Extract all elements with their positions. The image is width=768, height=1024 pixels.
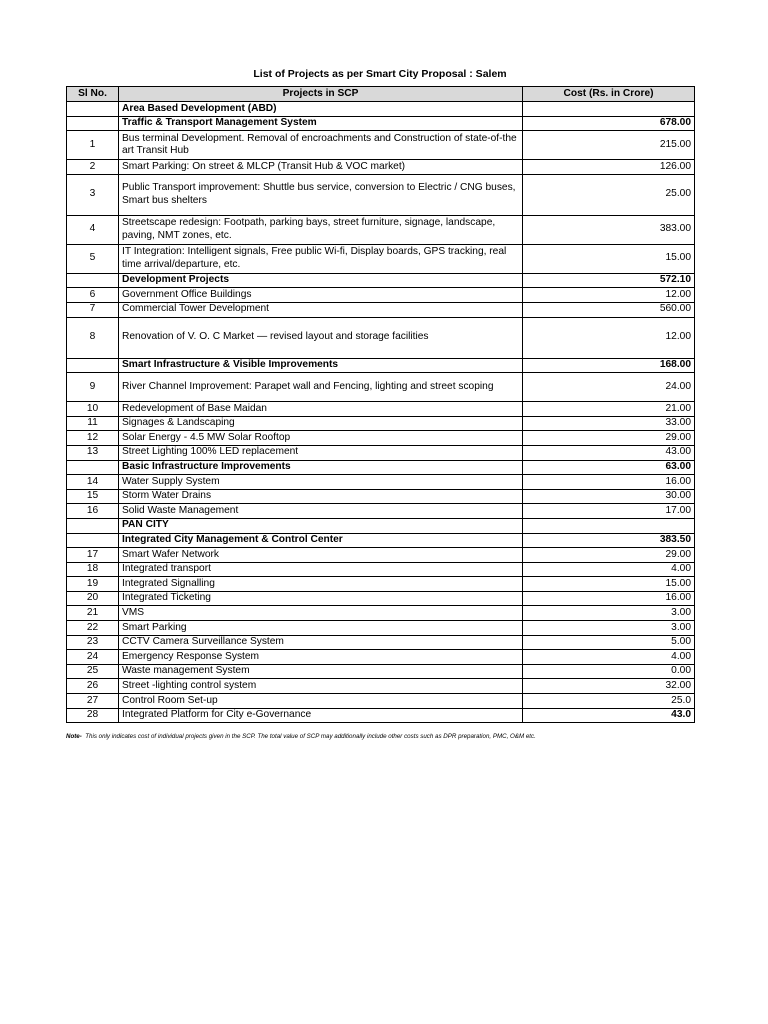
project-cell: Public Transport improvement: Shuttle bus service, conversion to Electric / CNG buses, Smart bus shelters bbox=[119, 174, 523, 215]
table-row bbox=[67, 562, 695, 577]
cost-cell: 63.00 bbox=[523, 460, 695, 475]
cost-cell: 572.10 bbox=[523, 273, 695, 288]
cost-cell: 0.00 bbox=[523, 664, 695, 679]
table-row bbox=[67, 591, 695, 606]
table-row bbox=[67, 160, 695, 175]
cost-cell: 17.00 bbox=[523, 504, 695, 519]
cost-cell: 29.00 bbox=[523, 431, 695, 446]
project-cell: Integrated Platform for City e-Governance bbox=[119, 708, 523, 723]
cost-cell: 16.00 bbox=[523, 591, 695, 606]
project-cell: Integrated Signalling bbox=[119, 577, 523, 592]
cost-cell: 3.00 bbox=[523, 621, 695, 636]
table-row bbox=[67, 288, 695, 303]
section-header-row bbox=[67, 460, 695, 475]
table-row bbox=[67, 317, 695, 358]
project-cell: Renovation of V. O. C Market — revised layout and storage facilities bbox=[119, 317, 523, 358]
cost-cell: 15.00 bbox=[523, 577, 695, 592]
sl-cell: 15 bbox=[67, 489, 119, 504]
sl-cell bbox=[67, 533, 119, 548]
document-title: List of Projects as per Smart City Proposal : Salem bbox=[253, 68, 507, 80]
sl-cell: 7 bbox=[67, 302, 119, 317]
cost-cell: 25.0 bbox=[523, 694, 695, 709]
sl-cell: 19 bbox=[67, 577, 119, 592]
cost-cell: 383.50 bbox=[523, 533, 695, 548]
sl-cell: 25 bbox=[67, 664, 119, 679]
project-cell: Integrated City Management & Control Center bbox=[119, 533, 523, 548]
cost-cell: 4.00 bbox=[523, 562, 695, 577]
sl-cell bbox=[67, 518, 119, 533]
section-header-row bbox=[67, 358, 695, 373]
projects-table bbox=[66, 86, 695, 723]
sl-cell: 13 bbox=[67, 445, 119, 460]
cost-cell: 43.00 bbox=[523, 445, 695, 460]
cost-cell: 678.00 bbox=[523, 116, 695, 131]
project-cell: Commercial Tower Development bbox=[119, 302, 523, 317]
table-row bbox=[67, 475, 695, 490]
project-cell: Smart Infrastructure & Visible Improvements bbox=[119, 358, 523, 373]
section-header-row bbox=[67, 518, 695, 533]
cost-cell: 383.00 bbox=[523, 215, 695, 244]
project-cell: Control Room Set-up bbox=[119, 694, 523, 709]
cost-cell: 30.00 bbox=[523, 489, 695, 504]
project-cell: Area Based Development (ABD) bbox=[119, 102, 523, 117]
sl-cell: 20 bbox=[67, 591, 119, 606]
project-cell: Government Office Buildings bbox=[119, 288, 523, 303]
project-cell: Emergency Response System bbox=[119, 650, 523, 665]
table-row bbox=[67, 694, 695, 709]
project-cell: Smart Wafer Network bbox=[119, 548, 523, 563]
project-cell: CCTV Camera Surveillance System bbox=[119, 635, 523, 650]
sl-cell: 6 bbox=[67, 288, 119, 303]
cost-cell: 126.00 bbox=[523, 160, 695, 175]
cost-cell: 4.00 bbox=[523, 650, 695, 665]
project-cell: Smart Parking bbox=[119, 621, 523, 636]
cost-cell: 25.00 bbox=[523, 174, 695, 215]
sl-cell: 3 bbox=[67, 174, 119, 215]
table-row bbox=[67, 548, 695, 563]
sl-cell: 11 bbox=[67, 416, 119, 431]
table-row bbox=[67, 504, 695, 519]
project-cell: Street Lighting 100% LED replacement bbox=[119, 445, 523, 460]
project-cell: Streetscape redesign: Footpath, parking bays, street furniture, signage, landscape, paving, NMT zones, etc. bbox=[119, 215, 523, 244]
table-row bbox=[67, 244, 695, 273]
project-cell: Storm Water Drains bbox=[119, 489, 523, 504]
note-label: Note- bbox=[66, 733, 82, 740]
project-cell: Street -lighting control system bbox=[119, 679, 523, 694]
sl-cell bbox=[67, 102, 119, 117]
project-cell: IT Integration: Intelligent signals, Free public Wi-fi, Display boards, GPS tracking, real time arrival/departure, etc. bbox=[119, 244, 523, 273]
cost-cell: 24.00 bbox=[523, 373, 695, 402]
sl-cell: 10 bbox=[67, 402, 119, 417]
table-row bbox=[67, 650, 695, 665]
sl-cell bbox=[67, 460, 119, 475]
projects-header: Projects in SCP bbox=[119, 87, 523, 102]
sl-cell: 1 bbox=[67, 131, 119, 160]
section-header-row bbox=[67, 102, 695, 117]
sl-cell: 14 bbox=[67, 475, 119, 490]
project-cell: Bus terminal Development. Removal of encroachments and Construction of state-of-the art Transit Hub bbox=[119, 131, 523, 160]
cost-header: Cost (Rs. in Crore) bbox=[523, 87, 695, 102]
table-row bbox=[67, 708, 695, 723]
cost-cell: 3.00 bbox=[523, 606, 695, 621]
table-row bbox=[67, 489, 695, 504]
table-row bbox=[67, 664, 695, 679]
table-row bbox=[67, 635, 695, 650]
cost-cell: 21.00 bbox=[523, 402, 695, 417]
sl-cell: 22 bbox=[67, 621, 119, 636]
sl-cell: 26 bbox=[67, 679, 119, 694]
sl-cell: 23 bbox=[67, 635, 119, 650]
sl-cell: 18 bbox=[67, 562, 119, 577]
table-row bbox=[67, 431, 695, 446]
project-cell: Traffic & Transport Management System bbox=[119, 116, 523, 131]
cost-cell: 32.00 bbox=[523, 679, 695, 694]
cost-cell: 33.00 bbox=[523, 416, 695, 431]
project-cell: PAN CITY bbox=[119, 518, 523, 533]
cost-cell: 12.00 bbox=[523, 288, 695, 303]
sl-cell bbox=[67, 116, 119, 131]
cost-cell: 15.00 bbox=[523, 244, 695, 273]
project-cell: Smart Parking: On street & MLCP (Transit Hub & VOC market) bbox=[119, 160, 523, 175]
cost-cell bbox=[523, 102, 695, 117]
footnote bbox=[66, 733, 726, 740]
project-cell: Signages & Landscaping bbox=[119, 416, 523, 431]
table-header-row bbox=[67, 87, 695, 102]
table-row bbox=[67, 302, 695, 317]
project-cell: Redevelopment of Base Maidan bbox=[119, 402, 523, 417]
sl-cell: 28 bbox=[67, 708, 119, 723]
sl-cell: 12 bbox=[67, 431, 119, 446]
cost-cell bbox=[523, 518, 695, 533]
sl-cell: 9 bbox=[67, 373, 119, 402]
section-header-row bbox=[67, 116, 695, 131]
table-row bbox=[67, 577, 695, 592]
table-row bbox=[67, 373, 695, 402]
table-row bbox=[67, 215, 695, 244]
note-text: This only indicates cost of individual projects given in the SCP. The total value of SCP may additionally include other costs such as DPR preparation, PMC, O&M etc. bbox=[85, 733, 536, 740]
table-row bbox=[67, 679, 695, 694]
table-row bbox=[67, 174, 695, 215]
sl-cell: 21 bbox=[67, 606, 119, 621]
table-row bbox=[67, 621, 695, 636]
sl-cell: 8 bbox=[67, 317, 119, 358]
project-cell: Development Projects bbox=[119, 273, 523, 288]
project-cell: Integrated Ticketing bbox=[119, 591, 523, 606]
sl-cell: 27 bbox=[67, 694, 119, 709]
cost-cell: 5.00 bbox=[523, 635, 695, 650]
sl-cell: 4 bbox=[67, 215, 119, 244]
cost-cell: 215.00 bbox=[523, 131, 695, 160]
cost-cell: 43.0 bbox=[523, 708, 695, 723]
cost-cell: 12.00 bbox=[523, 317, 695, 358]
cost-cell: 560.00 bbox=[523, 302, 695, 317]
cost-cell: 168.00 bbox=[523, 358, 695, 373]
project-cell: Solid Waste Management bbox=[119, 504, 523, 519]
sl-cell: 16 bbox=[67, 504, 119, 519]
table-row bbox=[67, 606, 695, 621]
sl-cell: 2 bbox=[67, 160, 119, 175]
project-cell: Water Supply System bbox=[119, 475, 523, 490]
sl-cell: 5 bbox=[67, 244, 119, 273]
sl-no-header: Sl No. bbox=[67, 87, 119, 102]
table-body bbox=[67, 102, 695, 723]
section-header-row bbox=[67, 533, 695, 548]
project-cell: Integrated transport bbox=[119, 562, 523, 577]
table-row bbox=[67, 402, 695, 417]
cost-cell: 16.00 bbox=[523, 475, 695, 490]
section-header-row bbox=[67, 273, 695, 288]
sl-cell bbox=[67, 273, 119, 288]
project-cell: Basic Infrastructure Improvements bbox=[119, 460, 523, 475]
sl-cell: 17 bbox=[67, 548, 119, 563]
table-row bbox=[67, 131, 695, 160]
project-cell: Waste management System bbox=[119, 664, 523, 679]
cost-cell: 29.00 bbox=[523, 548, 695, 563]
sl-cell: 24 bbox=[67, 650, 119, 665]
sl-cell bbox=[67, 358, 119, 373]
project-cell: River Channel Improvement: Parapet wall and Fencing, lighting and street scoping bbox=[119, 373, 523, 402]
project-cell: VMS bbox=[119, 606, 523, 621]
table-row bbox=[67, 445, 695, 460]
table-row bbox=[67, 416, 695, 431]
project-cell: Solar Energy - 4.5 MW Solar Rooftop bbox=[119, 431, 523, 446]
